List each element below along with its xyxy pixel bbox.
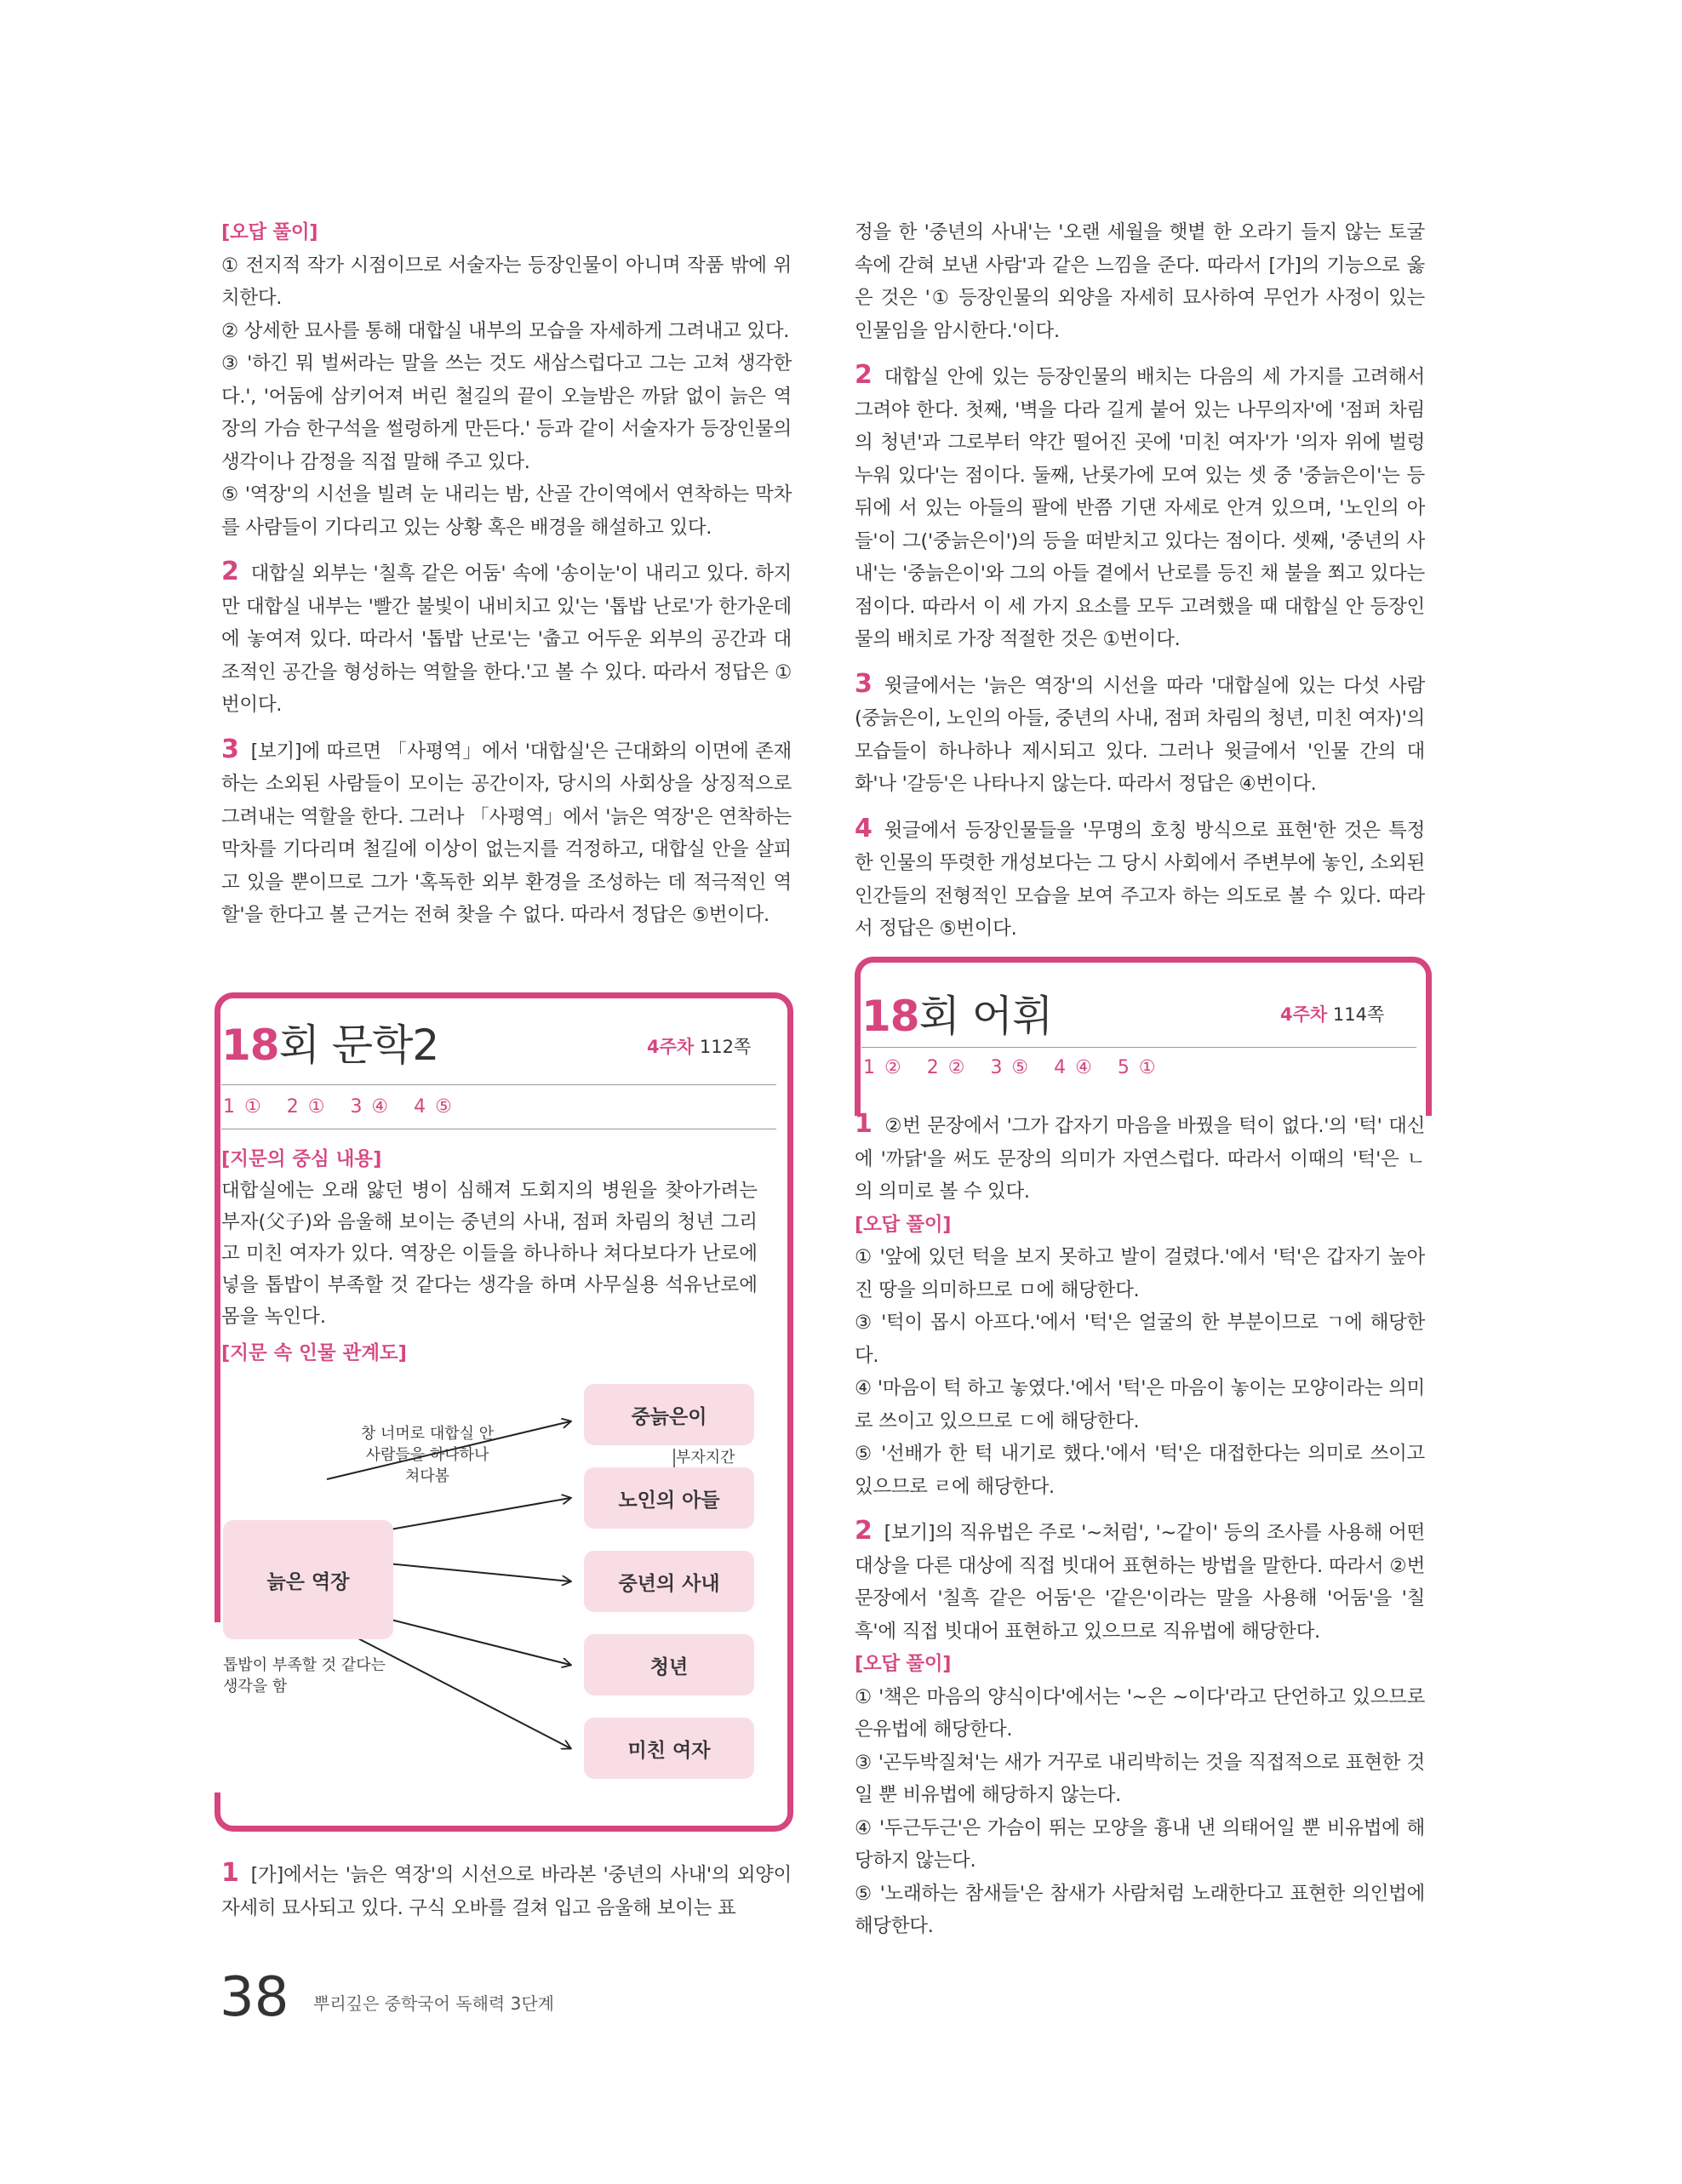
- answer-text: ②번 문장에서 '그가 갑자기 마음을 바꿨을 턱이 없다.'의 '턱' 대신에 '까닭'을 써도 문장의 의미가 자연스럽다. 따라서 이때의 '턱'은 ㄴ의 의미로 볼 수 있다.: [855, 1115, 1425, 1203]
- oddap-header: [오답 풀이]: [855, 1653, 952, 1675]
- left-bottom: [221, 1857, 792, 1936]
- answer-chip: 5 ①: [1117, 1057, 1156, 1078]
- right-column: [855, 216, 1425, 958]
- diagram-header: [지문 속 인물 관계도]: [221, 1342, 407, 1364]
- title-number: 18: [861, 992, 919, 1041]
- page-number: 38: [220, 1966, 289, 2029]
- answer-chip: 3 ⑤: [990, 1057, 1029, 1078]
- oddap-item: ③ '턱이 몹시 아프다.'에서 '턱'은 얼굴의 한 부분이므로 ㄱ에 해당한다.: [855, 1312, 1425, 1367]
- vocab-box: [855, 957, 1425, 1084]
- character-node: 미친 여자: [584, 1718, 754, 1779]
- title-text: 회 어휘: [918, 992, 1053, 1041]
- diagram-note: 창 너머로 대합실 안 사람들을 하나하나 쳐다봄: [360, 1425, 495, 1485]
- character-node: 노인의 아들: [584, 1467, 754, 1529]
- left-column: [221, 216, 792, 944]
- week-label: 4주차: [647, 1037, 695, 1057]
- oddap-item: ① 전지적 작가 시점이므로 서술자는 등장인물이 아니며 작품 밖에 위치한다.: [221, 254, 792, 309]
- answer-text: [보기]에 따르면 「사평역」에서 '대합실'은 근대화의 이면에 존재하는 소외된 사람들이 모이는 공간이자, 당시의 사회상을 상징적으로 그려내는 역할을 한다. 그러나 「사평역」에서 '늙은 역장'은 연착하는 막차를 기다리며 철길에 이상이 없는지를 걱정하고, 대합실 안을 살피고 있을 뿐이므로 그가 '혹독한 외부 환경을 조성하는 데 적극적인 역할'을 한다고 볼 근거는 전혀 찾을 수 없다. 따라서 정답은 ⑤번이다.: [221, 740, 792, 926]
- answer-number: 3: [855, 668, 872, 699]
- oddap-item: ④ '두근두근'은 가슴이 뛰는 모양을 흉내 낸 의태어일 뿐 비유법에 해당하지 않는다.: [855, 1816, 1425, 1872]
- answer-text: 윗글에서 등장인물들을 '무명의 호칭 방식으로 표현'한 것은 특정한 인물의 뚜렷한 개성보다는 그 당시 사회에서 주변부에 놓인, 소외된 인간들의 전형적인 모습을 보여 주고자 하는 의도로 볼 수 있다. 따라서 정답은 ⑤번이다.: [855, 819, 1425, 940]
- answer-number: 4: [855, 813, 872, 843]
- oddap-item: ⑤ '선배가 한 턱 내기로 했다.'에서 '턱'은 대접한다는 의미로 쓰이고 있으므로 ㄹ에 해당한다.: [855, 1443, 1425, 1498]
- oddap-header: [오답 풀이]: [221, 221, 318, 243]
- character-node: 청년: [584, 1634, 754, 1695]
- oddap-item: ⑤ '역장'의 시선을 빌려 눈 내리는 밤, 산골 간이역에서 연착하는 막차를 사람들이 기다리고 있는 상황 혹은 배경을 해설하고 있다.: [221, 483, 792, 539]
- answer-row: [863, 1057, 1181, 1078]
- answer-3: [221, 734, 792, 932]
- answer-chip: 4 ④: [1054, 1057, 1092, 1078]
- answer-text: 대합실 외부는 '칠흑 같은 어둠' 속에 '송이눈'이 내리고 있다. 하지만 대합실 내부는 '빨간 불빛이 내비치고 있'는 '톱밥 난로'가 한가운데에 놓여져 있다. 따라서 '톱밥 난로'는 '춥고 어두운 외부의 공간과 대조적인 공간을 형성하는 역할을 한다.'고 볼 수 있다. 따라서 정답은 ①번이다.: [221, 563, 792, 716]
- answer-text: 대합실 안에 있는 등장인물의 배치는 다음의 세 가지를 고려해서 그려야 한다. 첫째, '벽을 다라 길게 붙어 있는 나무의자'에 '점퍼 차림의 청년'과 그로부터 약간 떨어진 곳에 '미친 여자'가 '의자 위에 벌렁 누워 있다'는 점이다. 둘째, 난롯가에 모여 있는 셋 중 '중늙은이'는 등 뒤에 서 있는 아들의 팔에 반쯤 기댄 자세로 안겨 있으며, '노인의 아들'이 그('중늙은이')의 등을 떠받치고 있다는 점이다. 셋째, '중년의 사내'는 '중늙은이'와 그의 아들 곁에서 난로를 등진 채 불을 쬐고 있다는 점이다. 따라서 이 세 가지 요소를 모두 고려했을 때 대합실 안 등장인물의 배치로 가장 적절한 것은 ①번이다.: [855, 366, 1425, 650]
- answer-2: [221, 556, 792, 722]
- page-label: 114쪽: [1332, 1004, 1385, 1025]
- answer-number: 2: [855, 360, 872, 390]
- page-reference: [1280, 1001, 1384, 1026]
- oddap-header: [오답 풀이]: [855, 1213, 952, 1236]
- oddap-item: ④ '마음이 턱 하고 놓였다.'에서 '턱'은 마음이 놓이는 모양이라는 의미로 쓰이고 있으므로 ㄷ에 해당한다.: [855, 1377, 1425, 1432]
- vocab-answer-1: [855, 1108, 1425, 1209]
- character-node: 중년의 사내: [584, 1551, 754, 1612]
- answer-number: 2: [221, 557, 239, 586]
- relation-label: 부자지간: [676, 1449, 735, 1466]
- answer-1: [221, 1857, 792, 1924]
- literature-box: [215, 992, 793, 1835]
- character-node: 늙은 역장: [223, 1520, 393, 1639]
- answer-chip: 1 ②: [863, 1057, 901, 1078]
- oddap-item: ① '앞에 있던 턱을 보지 못하고 발이 걸렸다.'에서 '턱'은 갑자기 높아진 땅을 의미하므로 ㅁ에 해당한다.: [855, 1246, 1425, 1301]
- character-node: 중늙은이: [584, 1384, 754, 1445]
- answer-number: 1: [855, 1109, 872, 1139]
- oddap-item: ③ '하긴 뭐 벌써라는 말을 쓰는 것도 새삼스럽다고 그는 고쳐 생각한다.', '어둠에 삼키어져 버린 철길의 끝이 오늘밤은 까닭 없이 늙은 역장의 가슴 한구석을 썰렁하게 만든다.' 등과 같이 서술자가 등장인물의 생각이나 감정을 직접 말해 주고 있다.: [221, 352, 792, 473]
- vocab-answer-2: [855, 1515, 1425, 1648]
- week-label: 4주차: [1280, 1004, 1328, 1025]
- answer-chip: 2 ②: [926, 1057, 965, 1078]
- answer-2: [855, 359, 1425, 656]
- answer-chip: 2 ①: [286, 1096, 325, 1118]
- oddap-item: ⑤ '노래하는 참새들'은 참새가 사람처럼 노래한다고 표현한 의인법에 해당한다.: [855, 1882, 1425, 1937]
- answer-chip: 4 ⑤: [414, 1096, 452, 1118]
- oddap-item: ③ '곤두박질쳐'는 새가 거꾸로 내리박히는 것을 직접적으로 표현한 것일 뿐 비유법에 해당하지 않는다.: [855, 1751, 1425, 1806]
- summary-header: [지문의 중심 내용]: [221, 1148, 382, 1170]
- title-text: 회 문학2: [278, 1021, 439, 1070]
- vocab-answers: [855, 1108, 1425, 1943]
- book-title: 뿌리깊은 중학국어 독해력 3단계: [313, 1993, 554, 2014]
- answer-text: 윗글에서는 '늙은 역장'의 시선을 따라 '대합실에 있는 다섯 사람(중늙은이, 노인의 아들, 중년의 사내, 점퍼 차림의 청년, 미친 여자)'의 모습들이 하나하나 제시되고 있다. 그러나 윗글에서 '인물 간의 대화'나 '갈등'은 나타나지 않는다. 따라서 정답은 ④번이다.: [855, 674, 1425, 795]
- box-title: [861, 982, 1052, 1043]
- answer-number: 3: [221, 734, 239, 764]
- summary-text: 대합실에는 오래 앓던 병이 심해져 도회지의 병원을 찾아가려는 부자(父子)와 음울해 보이는 중년의 사내, 점퍼 차림의 청년 그리고 미친 여자가 있다. 역장은 이들을 하나하나 쳐다보다가 난로에 넣을 톱밥이 부족할 것 같다는 생각을 하며 사무실용 석유난로에 몸을 녹인다.: [221, 1180, 758, 1328]
- answer-chip: 1 ①: [223, 1096, 261, 1118]
- answer-4: [855, 813, 1425, 946]
- title-number: 18: [221, 1021, 279, 1070]
- answer-text: [보기]의 직유법은 주로 '~처럼', '~같이' 등의 조사를 사용해 어떤 대상을 다른 대상에 직접 빗대어 표현하는 방법을 말한다. 따라서 ②번 문장에서 '칠흑 같은 어둠'은 '같은'이라는 말을 사용해 '어둠'을 '칠흑'에 직접 빗대어 표현하고 있으므로 직유법에 해당한다.: [855, 1522, 1425, 1643]
- continued-text: 정을 한 '중년의 사내'는 '오랜 세월을 햇볕 한 오라기 들지 않는 토굴 속에 갇혀 보낸 사람'과 같은 느낌을 준다. 따라서 [가]의 기능으로 옳은 것은 '① 등장인물의 외양을 자세히 묘사하여 무언가 사정이 있는 인물임을 암시한다.'이다.: [855, 221, 1425, 342]
- page-label: 112쪽: [699, 1037, 752, 1057]
- answer-3: [855, 668, 1425, 801]
- answer-number: 1: [221, 1858, 239, 1888]
- oddap-item: ① '책은 마음의 양식이다'에서는 '~은 ~이다'라고 단언하고 있으므로 은유법에 해당한다.: [855, 1685, 1425, 1741]
- oddap-item: ② 상세한 묘사를 통해 대합실 내부의 모습을 자세하게 그려내고 있다.: [221, 319, 790, 342]
- diagram-note: 톱밥이 부족할 것 같다는 생각을 함: [223, 1656, 386, 1695]
- answer-text: [가]에서는 '늙은 역장'의 시선으로 바라본 '중년의 사내'의 외양이 자세히 묘사되고 있다. 구식 오바를 걸쳐 입고 음울해 보이는 표: [221, 1864, 792, 1919]
- answer-number: 2: [855, 1516, 872, 1546]
- answer-chip: 3 ④: [350, 1096, 389, 1118]
